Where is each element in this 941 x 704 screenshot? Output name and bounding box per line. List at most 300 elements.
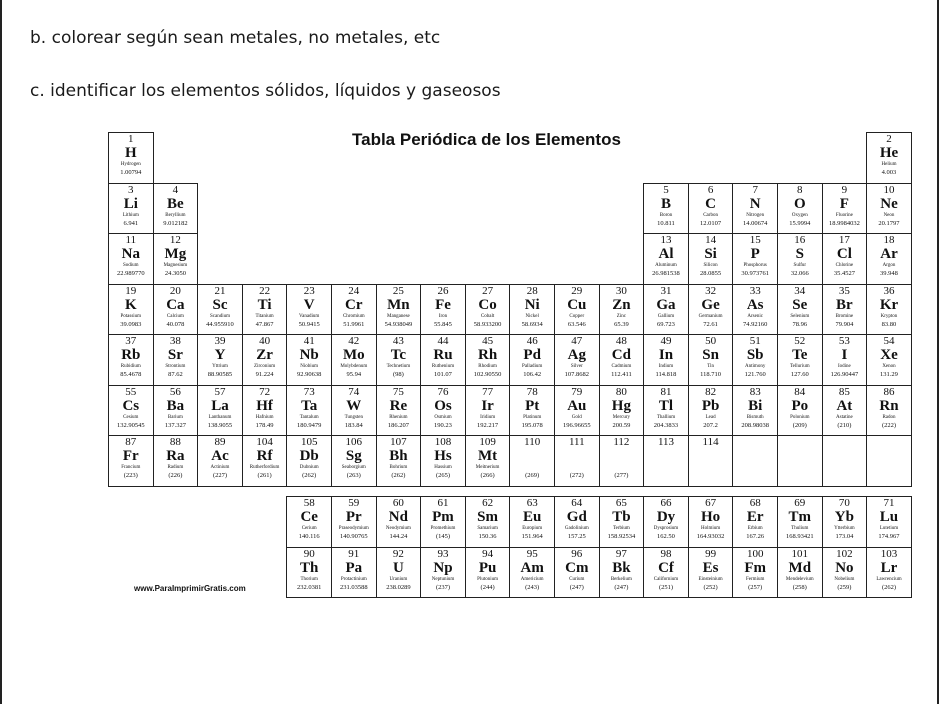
- element-symbol: Ho: [701, 509, 721, 525]
- element-mass: 92.90638: [297, 371, 322, 378]
- element-number: 48: [615, 335, 627, 347]
- element-mass: (247): [569, 583, 584, 591]
- element-symbol: In: [658, 347, 674, 363]
- element-cell: [108, 284, 154, 336]
- element-name: Phosphorus: [743, 263, 767, 268]
- element-mass: (258): [792, 583, 807, 591]
- element-cell: [108, 132, 154, 184]
- element-cell: [286, 435, 332, 487]
- element-symbol: S: [795, 246, 804, 262]
- element-name: Calcium: [166, 313, 184, 319]
- element-symbol: Kr: [879, 296, 899, 313]
- element-cell: [376, 334, 422, 386]
- element-mass: 35.4527: [833, 270, 855, 277]
- element-mass: 232.0381: [297, 583, 322, 591]
- element-cell: [554, 547, 600, 599]
- element-number: 68: [749, 497, 761, 509]
- element-symbol: Hg: [611, 397, 631, 414]
- element-name: Mercury: [612, 414, 630, 420]
- element-number: 8: [797, 183, 803, 196]
- element-number: 73: [303, 385, 315, 398]
- element-number: 65: [615, 497, 627, 509]
- element-name: Dysprosium: [653, 526, 679, 531]
- element-cell: [866, 334, 912, 386]
- element-symbol: Mt: [478, 448, 498, 464]
- element-cell: [599, 547, 645, 599]
- page-border-right: [937, 0, 939, 704]
- element-number: 107: [390, 436, 407, 448]
- element-symbol: Rn: [879, 397, 899, 414]
- element-symbol: Y: [214, 347, 226, 363]
- element-name: Carbon: [703, 212, 718, 218]
- element-cell: [242, 385, 288, 437]
- element-symbol: Eu: [523, 509, 542, 525]
- element-number: 77: [482, 385, 494, 398]
- element-mass: 140.90765: [339, 533, 368, 540]
- element-mass: 190.23: [434, 421, 452, 429]
- element-number: 91: [348, 547, 360, 560]
- element-cell: [331, 547, 377, 599]
- element-mass: 196.96655: [562, 421, 591, 429]
- element-mass: 186.207: [387, 421, 409, 429]
- element-number: 72: [259, 385, 271, 398]
- element-name: Tellurium: [789, 364, 810, 369]
- element-symbol: Co: [478, 296, 497, 313]
- element-number: 80: [615, 385, 627, 398]
- element-mass: 87.62: [168, 371, 183, 378]
- element-name: Einsteinium: [698, 576, 723, 582]
- element-symbol: Sr: [167, 347, 183, 363]
- element-number: 44: [437, 335, 449, 347]
- element-mass: 101.07: [434, 371, 452, 378]
- element-number: 46: [526, 335, 538, 347]
- element-cell: [420, 496, 466, 548]
- element-mass: (145): [435, 533, 451, 540]
- element-symbol: P: [750, 246, 760, 262]
- element-cell: [732, 547, 778, 599]
- element-mass: 47.867: [255, 320, 274, 328]
- element-name: Nitrogen: [746, 212, 765, 218]
- element-number: 96: [571, 547, 583, 560]
- element-symbol: Cs: [122, 397, 140, 414]
- element-cell: [376, 496, 422, 548]
- element-number: 66: [660, 497, 672, 509]
- element-mass: 162.50: [657, 533, 675, 540]
- element-number: 58: [303, 497, 315, 509]
- element-symbol: Pa: [345, 559, 363, 576]
- element-number: 79: [571, 385, 583, 398]
- element-number: 95: [526, 547, 538, 560]
- element-symbol: H: [124, 145, 137, 161]
- element-name: Promethium: [430, 526, 456, 531]
- element-name: Aluminum: [655, 263, 677, 268]
- element-cell: [108, 233, 154, 285]
- element-symbol: Fe: [435, 296, 451, 313]
- element-name: Plutonium: [477, 576, 499, 582]
- element-name: Lawrencium: [876, 576, 902, 582]
- element-mass: 58.6934: [521, 320, 543, 328]
- element-name: Selenium: [790, 313, 810, 319]
- element-mass: 10.811: [657, 219, 675, 227]
- element-number: 61: [437, 497, 449, 509]
- element-name: Gadolinium: [564, 526, 589, 531]
- element-symbol: Tm: [788, 509, 812, 525]
- element-name: Lithium: [122, 212, 139, 218]
- element-mass: 167.26: [746, 533, 765, 540]
- element-cell: [643, 547, 689, 599]
- element-name: Nobelium: [834, 576, 855, 582]
- element-cell: [866, 496, 912, 548]
- element-name: Bromine: [835, 313, 854, 319]
- element-symbol: Ta: [301, 397, 318, 414]
- element-mass: 173.04: [835, 533, 854, 540]
- element-mass: 112.411: [611, 371, 632, 378]
- element-mass: 20.1797: [878, 219, 900, 227]
- element-symbol: Ce: [300, 509, 318, 525]
- element-cell: [331, 385, 377, 437]
- element-number: 76: [437, 385, 449, 398]
- instruction-b: b. colorear según sean metales, no metales, etc: [30, 28, 441, 48]
- element-cell: [643, 284, 689, 336]
- element-number: 109: [479, 436, 496, 448]
- element-mass: 88.90585: [207, 371, 233, 378]
- element-mass: 114.818: [655, 371, 677, 378]
- element-name: Vanadium: [299, 313, 320, 319]
- element-cell: [732, 183, 778, 235]
- element-name: Ytterbium: [834, 526, 855, 531]
- element-symbol: Bh: [389, 448, 408, 464]
- element-mass: 65.39: [614, 320, 629, 328]
- element-symbol: Sn: [702, 347, 719, 363]
- element-cell: [420, 385, 466, 437]
- element-mass: (237): [435, 583, 451, 591]
- element-cell: [777, 547, 823, 599]
- element-number: 12: [169, 234, 181, 246]
- element-name: Gallium: [657, 313, 675, 319]
- element-cell: [688, 284, 734, 336]
- element-cell: [599, 284, 645, 336]
- element-symbol: Gd: [566, 509, 587, 525]
- element-name: Seaborgium: [341, 465, 366, 470]
- element-number: 64: [571, 497, 583, 509]
- element-cell: [866, 233, 912, 285]
- element-mass: 15.9994: [789, 219, 811, 227]
- element-mass: 178.49: [255, 421, 274, 429]
- element-symbol: Nd: [388, 509, 408, 525]
- element-name: Polonium: [790, 414, 810, 420]
- element-symbol: Ac: [211, 448, 229, 464]
- element-number: 3: [128, 183, 134, 196]
- element-mass: (262): [391, 472, 406, 479]
- element-number: 31: [660, 284, 672, 297]
- element-mass: 50.9415: [298, 320, 320, 328]
- element-name: Silver: [570, 364, 583, 369]
- element-cell: [866, 284, 912, 336]
- element-symbol: Zn: [612, 296, 631, 313]
- element-mass: (265): [435, 472, 451, 479]
- element-mass: (222): [881, 421, 897, 429]
- element-name: Europium: [522, 526, 543, 531]
- element-number: 39: [214, 335, 226, 347]
- element-cell: [465, 385, 511, 437]
- element-number: 19: [125, 284, 137, 297]
- element-number: 85: [838, 385, 850, 398]
- element-mass: 26.981538: [652, 270, 680, 277]
- element-number: 60: [392, 497, 404, 509]
- element-name: Tantalum: [299, 414, 319, 420]
- element-name: Gold: [571, 414, 582, 420]
- element-symbol: Mo: [342, 347, 365, 363]
- element-number: 9: [841, 183, 848, 196]
- element-number: 7: [752, 183, 758, 196]
- element-mass: (223): [123, 472, 138, 479]
- element-name: Rubidium: [120, 364, 141, 369]
- element-number: 22: [259, 284, 271, 297]
- element-name: Rhodium: [478, 364, 497, 369]
- element-name: Lead: [705, 414, 716, 420]
- element-cell: [732, 334, 778, 386]
- element-cell: [732, 233, 778, 285]
- element-symbol: Ar: [880, 246, 898, 262]
- element-cell: [777, 183, 823, 235]
- element-cell: [554, 435, 600, 487]
- element-number: 97: [615, 547, 627, 560]
- element-cell: [688, 385, 734, 437]
- element-cell: [688, 233, 734, 285]
- element-number: 33: [749, 284, 761, 297]
- element-mass: 174.967: [878, 533, 900, 540]
- element-symbol: Lu: [879, 509, 899, 525]
- element-cell: [599, 334, 645, 386]
- element-mass: (261): [257, 472, 272, 479]
- element-symbol: Ru: [433, 347, 453, 363]
- element-symbol: Ir: [481, 397, 494, 414]
- element-number: 16: [794, 234, 806, 246]
- element-number: 26: [437, 284, 449, 297]
- element-cell: [465, 496, 511, 548]
- element-name: Protactinium: [340, 576, 367, 582]
- element-number: 23: [303, 284, 315, 297]
- element-name: Holmium: [701, 526, 721, 531]
- element-name: Fluorine: [835, 212, 853, 218]
- element-cell: [153, 284, 199, 336]
- element-cell: [866, 132, 912, 184]
- element-name: Fermium: [746, 576, 765, 582]
- element-symbol: B: [660, 195, 671, 212]
- element-cell: [420, 284, 466, 336]
- element-mass: 39.948: [880, 270, 898, 277]
- element-cell: [777, 233, 823, 285]
- element-symbol: V: [303, 296, 315, 313]
- element-cell: [242, 435, 288, 487]
- element-symbol: Pr: [345, 509, 362, 525]
- element-number: 24: [348, 284, 360, 297]
- element-name: Radon: [882, 414, 896, 420]
- element-mass: 208.98038: [741, 421, 769, 429]
- element-number: 56: [169, 385, 181, 398]
- element-cell: [108, 435, 154, 487]
- element-name: Antimony: [745, 364, 766, 369]
- element-cell: [242, 334, 288, 386]
- element-number: 13: [660, 234, 672, 246]
- element-cell: [732, 385, 778, 437]
- element-mass: 6.941: [123, 219, 139, 227]
- element-name: Potassium: [120, 313, 142, 319]
- instruction-c: c. identificar los elementos sólidos, líquidos y gaseosos: [30, 81, 501, 101]
- element-cell: [509, 496, 555, 548]
- element-cell: [822, 334, 868, 386]
- element-symbol: Mn: [387, 296, 410, 313]
- element-number: 88: [169, 436, 181, 448]
- element-cell: [286, 496, 332, 548]
- element-mass: 121.760: [744, 371, 766, 378]
- element-cell: [732, 284, 778, 336]
- element-symbol: Pm: [432, 509, 454, 525]
- element-number: 103: [880, 547, 898, 560]
- element-number: 55: [125, 385, 137, 398]
- element-symbol: Si: [704, 246, 717, 262]
- element-mass: 28.0855: [700, 270, 722, 277]
- element-name: Hydrogen: [120, 162, 141, 167]
- element-cell: [599, 496, 645, 548]
- element-number: 38: [169, 335, 181, 347]
- element-symbol: Ca: [166, 296, 185, 313]
- element-cell: [509, 385, 555, 437]
- element-cell: [420, 435, 466, 487]
- element-cell: [509, 284, 555, 336]
- element-symbol: Lr: [880, 559, 898, 576]
- element-mass: 51.9961: [343, 320, 365, 328]
- element-symbol: Li: [123, 195, 138, 212]
- element-symbol: Ag: [567, 347, 586, 363]
- element-number: 114: [702, 436, 719, 448]
- element-mass: 157.25: [567, 533, 586, 540]
- element-cell: [465, 334, 511, 386]
- element-cell: [197, 284, 243, 336]
- element-name: Uranium: [389, 576, 408, 582]
- element-number: 90: [303, 547, 315, 560]
- element-mass: 127.60: [790, 371, 809, 378]
- element-symbol: I: [841, 347, 848, 363]
- element-number: 20: [169, 284, 181, 297]
- element-mass: 18.9984032: [828, 219, 860, 227]
- element-number: 28: [526, 284, 538, 297]
- element-symbol: Na: [121, 246, 140, 262]
- element-number: 83: [749, 385, 761, 398]
- element-symbol: Es: [702, 559, 719, 576]
- element-cell: [643, 183, 689, 235]
- element-cell: [643, 334, 689, 386]
- element-name: Cesium: [123, 414, 139, 420]
- element-mass: (262): [881, 583, 897, 591]
- element-symbol: Fr: [122, 448, 139, 464]
- element-name: Americium: [520, 576, 544, 582]
- element-cell: [822, 183, 868, 235]
- element-number: 6: [707, 183, 714, 196]
- element-name: Xenon: [882, 364, 896, 369]
- element-cell: [509, 334, 555, 386]
- element-number: 84: [794, 385, 806, 398]
- element-symbol: Md: [788, 559, 812, 576]
- element-number: 99: [705, 547, 717, 560]
- element-number: 18: [883, 234, 895, 246]
- element-number: 57: [214, 385, 226, 398]
- element-name: Rhenium: [389, 414, 408, 420]
- element-name: Krypton: [880, 313, 898, 319]
- element-cell: [866, 435, 912, 487]
- element-number: 63: [526, 497, 538, 509]
- element-number: 100: [746, 547, 764, 560]
- element-name: Zirconium: [254, 364, 276, 369]
- element-number: 36: [883, 284, 895, 297]
- element-number: 25: [392, 284, 404, 297]
- element-symbol: Zr: [256, 347, 273, 363]
- element-cell: [197, 385, 243, 437]
- element-cell: [153, 435, 199, 487]
- element-mass: 180.9479: [297, 421, 322, 429]
- element-mass: 144.24: [389, 533, 408, 540]
- element-name: Arsenic: [747, 313, 763, 319]
- element-name: Astatine: [836, 414, 853, 420]
- element-name: Scandium: [209, 313, 230, 319]
- element-mass: 107.8682: [564, 371, 589, 378]
- element-name: Actinium: [210, 465, 230, 470]
- element-number: 74: [348, 385, 360, 398]
- element-symbol: Rh: [478, 347, 498, 363]
- element-mass: (277): [614, 472, 629, 479]
- element-name: Palladium: [522, 364, 543, 369]
- element-name: Strontium: [165, 364, 186, 369]
- element-cell: [108, 334, 154, 386]
- element-name: Chlorine: [835, 263, 854, 268]
- element-cell: [465, 547, 511, 599]
- element-symbol: At: [836, 397, 853, 414]
- element-number: 69: [794, 497, 806, 509]
- element-symbol: Po: [791, 397, 809, 414]
- element-symbol: Sc: [212, 296, 228, 313]
- element-name: Silicon: [703, 263, 718, 268]
- element-number: 37: [125, 335, 137, 347]
- element-name: Copper: [569, 313, 585, 319]
- element-cell: [822, 496, 868, 548]
- element-name: Thorium: [300, 576, 318, 582]
- element-mass: (247): [614, 583, 629, 591]
- element-number: 43: [392, 335, 404, 347]
- element-cell: [688, 435, 734, 487]
- element-cell: [153, 233, 199, 285]
- element-name: Ruthenium: [431, 364, 455, 369]
- element-mass: (227): [212, 472, 228, 479]
- table-title: Tabla Periódica de los Elementos: [352, 130, 621, 149]
- element-symbol: K: [124, 296, 137, 313]
- element-name: Dubnium: [299, 465, 319, 470]
- element-symbol: Ge: [701, 296, 720, 313]
- element-name: Thallium: [656, 414, 676, 420]
- element-mass: 78.96: [792, 320, 808, 328]
- element-cell: [376, 435, 422, 487]
- element-name: Sulfur: [793, 263, 807, 268]
- element-name: Boron: [659, 212, 673, 218]
- element-mass: 192.217: [477, 421, 499, 429]
- element-mass: 14.00674: [743, 219, 768, 227]
- element-name: Indium: [658, 364, 674, 369]
- element-mass: 168.93421: [785, 533, 814, 540]
- page-border-left: [0, 0, 2, 704]
- element-number: 17: [838, 234, 850, 246]
- element-number: 113: [657, 436, 675, 448]
- element-name: Cobalt: [480, 313, 495, 319]
- element-name: Manganese: [387, 313, 410, 319]
